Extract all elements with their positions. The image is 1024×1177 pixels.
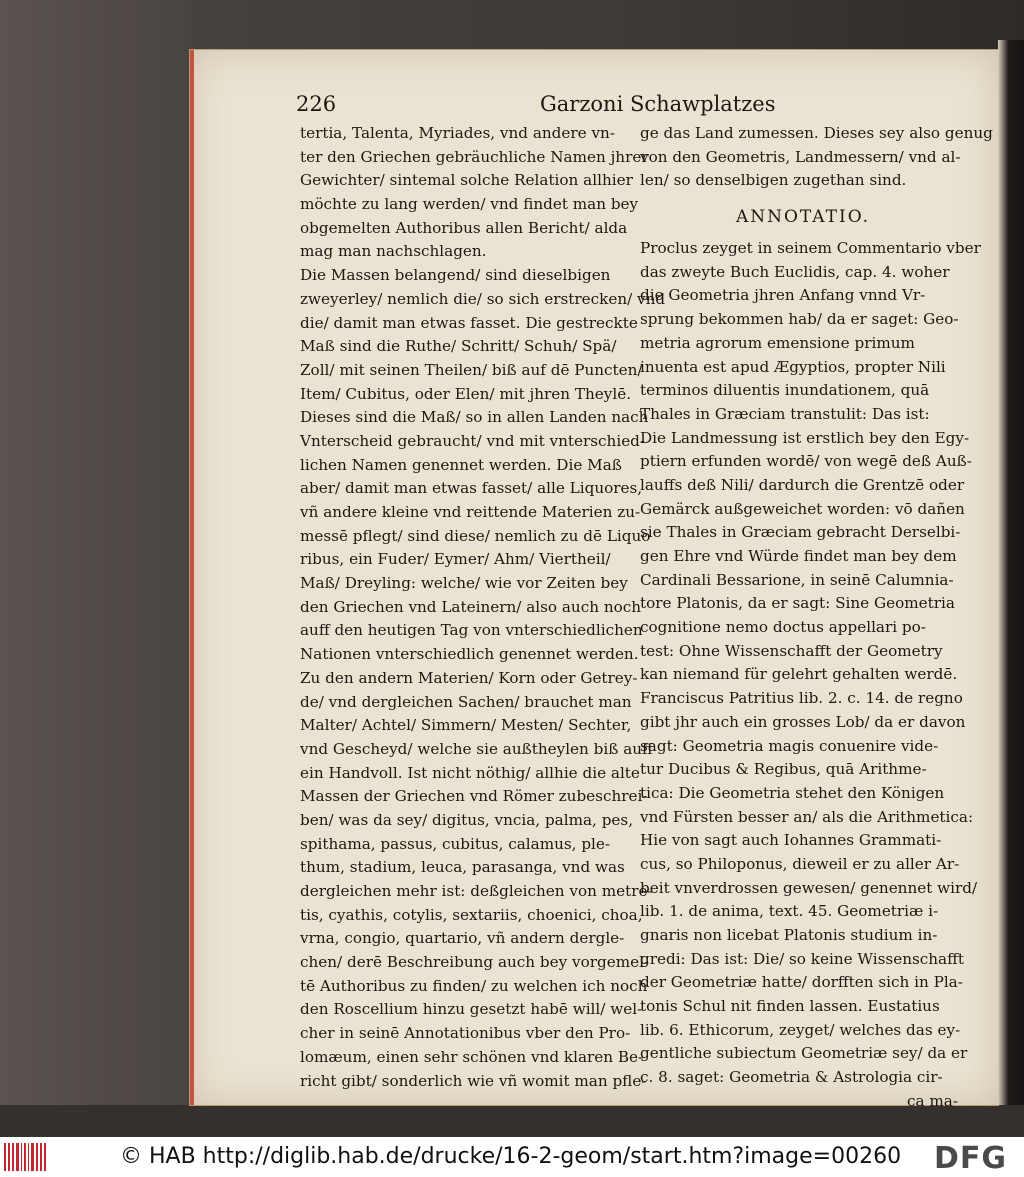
text-line: tica: Die Geometria stehet den Königen [640,783,945,802]
barcode-bar [36,1143,38,1171]
text-line: ben/ was da sey/ digitus, vncia, palma, pes, [300,810,634,829]
text-line: ein Handvoll. Ist nicht nöthig/ allhie die alte [300,763,640,782]
text-line: lichen Namen genennet werden. Die Maß [300,455,622,474]
text-line: spithama, passus, cubitus, calamus, ple- [300,834,611,853]
text-line: gnaris non licebat Platonis studium in- [640,926,938,944]
text-line: thum, stadium, leuca, parasanga, vnd was [300,858,625,877]
text-line: ter den Griechen gebräuchliche Namen jhrer [300,147,649,166]
right-column-top-text [640,122,993,193]
text-line: len/ so denselbigen zugethan sind. [640,171,907,190]
text-line: richt gibt/ sonderlich wie vñ womit man pfle- [300,1071,647,1090]
text-line: gen Ehre vnd Würde findet man bey dem [640,547,957,565]
page-number: 226 [296,92,337,116]
text-line: beit vnverdrossen gewesen/ genennet wird/ [640,878,978,897]
text-line: kan niemand für gelehrt gehalten werdē. [640,665,958,684]
text-line: ptiern erfunden wordē/ von wegē deß Auß- [640,452,972,471]
text-line: tore Platonis, da er sagt: Sine Geometria [640,594,955,613]
page-right-shadow [998,40,1024,1105]
text-line: Gewichter/ sintemal solche Relation allhier [300,171,633,190]
text-line: aber/ damit man etwas fasset/ alle Liquores, [300,479,643,498]
text-line: chen/ derē Beschreibung auch bey vorgemel- [300,953,650,972]
text-line: das zweyte Buch Euclidis, cap. 4. woher [640,262,950,281]
text-line: tē Authoribus zu finden/ zu welchen ich noch [300,976,648,995]
text-line: obgemelten Authoribus allen Bericht/ alda [300,218,628,237]
text-line: die Geometria jhren Anfang vnnd Vr- [640,286,926,305]
barcode-bar [12,1143,14,1171]
text-line: sie Thales in Græciam gebracht Derselbi- [640,523,961,542]
text-line: Cardinali Bessarione, in seinē Calumnia- [640,570,954,589]
text-line: Malter/ Achtel/ Simmern/ Mesten/ Sechter, [300,716,632,735]
text-line: Vnterscheid gebraucht/ vnd mit vnterschied- [300,431,646,450]
text-line: lib. 1. de anima, text. 45. Geometriæ i- [640,902,939,921]
left-text-column [300,122,666,1093]
text-line: Hie von sagt auch Iohannes Grammati- [640,831,942,850]
text-line: lib. 6. Ethicorum, zeyget/ welches das ey- [640,1020,961,1039]
text-line: Thales in Græciam transtulit: Das ist: [640,404,930,423]
barcode-bar [44,1143,46,1171]
text-line: sprung bekommen hab/ da er saget: Geo- [640,310,959,329]
text-line: inuenta est apud Ægyptios, propter Nili [640,357,946,376]
text-line: tonis Schul nit finden lassen. Eustatius [640,997,940,1016]
text-line: Die Landmessung ist erstlich bey den Egy- [640,428,970,447]
footer-source-link[interactable]: © HAB http://diglib.hab.de/drucke/16-2-geom/start.htm?image=00260 [120,1144,902,1169]
page-header [296,92,976,122]
dfg-logo: DFG [934,1141,1008,1176]
text-line: vnd Fürsten besser an/ als die Arithmetica: [640,807,974,826]
text-line: gredi: Das ist: Die/ so keine Wissenschafft [640,949,965,968]
hab-barcode-icon [4,1143,46,1171]
text-line: Maß sind die Ruthe/ Schritt/ Schuh/ Spä/ [300,337,617,356]
text-line: de/ vnd dergleichen Sachen/ brauchet man [300,692,632,711]
barcode-bar [24,1143,26,1171]
text-line: den Griechen vnd Lateinern/ also auch noch [300,597,642,616]
text-line: sagt: Geometria magis conuenire vide- [640,736,939,755]
text-line: die/ damit man etwas fasset. Die gestreckte [300,313,638,332]
text-line: den Roscellium hinzu gesetzt habē will/ wel- [300,1000,643,1019]
right-text-column [640,122,993,1114]
text-line: cher in seinē Annotationibus vber den Pro- [300,1024,631,1043]
text-line: Franciscus Patritius lib. 2. c. 14. de regno [640,689,963,708]
barcode-bar [16,1143,18,1171]
right-column-annotation-text [640,237,981,1090]
text-line: cognitione nemo doctus appellari po- [640,618,926,637]
text-line: dergleichen mehr ist: deßgleichen von metre- [300,882,653,900]
text-line: von den Geometris, Landmessern/ vnd al- [640,147,961,166]
text-line: Gemärck außgeweichet worden: vō dañen [640,499,965,518]
text-line: vnd Gescheyd/ welche sie außtheylen biß auff [300,739,653,758]
barcode-bar [8,1143,9,1171]
text-line: vrna, congio, quartario, vñ andern dergle- [300,929,625,948]
catchword: ca ma- [907,1091,958,1110]
text-line: Maß/ Dreyling: welche/ wie vor Zeiten bey [300,574,628,593]
text-line: metria agrorum emensione primum [640,333,915,352]
text-line: tur Ducibus & Regibus, quā Arithme- [640,760,927,779]
text-line: Die Massen belangend/ sind dieselbigen [300,266,611,285]
footer-bar [0,1137,1024,1177]
text-line: test: Ohne Wissenschafft der Geometry [640,641,943,660]
text-line: vñ andere kleine vnd reittende Materien zu- [300,503,641,521]
text-line: lauffs deß Nili/ dardurch die Grentzē oder [640,475,965,494]
text-line: mag man nachschlagen. [300,242,487,261]
text-line: tertia, Talenta, Myriades, vnd andere vn- [300,124,615,142]
barcode-bar [40,1143,41,1171]
barcode-bar [31,1143,33,1171]
text-line: Proclus zeyget in seinem Commentario vber [640,239,981,258]
text-line: terminos diluentis inundationem, quā [640,381,930,400]
text-line: Massen der Griechen vnd Römer zubeschrei- [300,787,648,806]
text-line: der Geometriæ hatte/ dorfften sich in Pla- [640,973,963,992]
text-line: Zu den andern Materien/ Korn oder Getrey- [300,668,638,687]
text-line: ribus, ein Fuder/ Eymer/ Ahm/ Viertheil/ [300,550,611,569]
barcode-bar [4,1143,6,1171]
text-line: tis, cyathis, cotylis, sextariis, choenici, choa, [300,905,643,924]
text-line: auff den heutigen Tag von vnterschiedlichen [300,621,643,640]
barcode-bar [21,1143,22,1171]
text-line: c. 8. saget: Geometria & Astrologia cir- [640,1068,943,1087]
text-line: gentliche subiectum Geometriæ sey/ da er [640,1044,968,1063]
text-line: ge das Land zumessen. Dieses sey also genug [640,124,993,142]
text-line: zweyerley/ nemlich die/ so sich erstrecken/ vnd [300,289,666,308]
barcode-bar [28,1143,29,1171]
text-line: lomæum, einen sehr schönen vnd klaren Be- [300,1047,644,1066]
text-line: möchte zu lang werden/ vnd findet man bey [300,195,639,214]
text-line: cus, so Philoponus, dieweil er zu aller Ar- [640,854,960,873]
book-cover-left [0,0,190,1137]
annotatio-heading: ANNOTATIO. [735,207,871,228]
text-line: Item/ Cubitus, oder Elen/ mit jhren Theylē. [300,384,632,403]
text-line: gibt jhr auch ein grosses Lob/ da er davon [640,712,966,731]
text-line: Nationen vnterschiedlich genennet werden. [300,645,639,664]
text-line: Dieses sind die Maß/ so in allen Landen nach [300,408,649,427]
running-title: Garzoni Schawplatzes [540,92,776,116]
page-red-edge [190,50,194,1105]
text-line: messē pflegt/ sind diese/ nemlich zu dē Liquo [300,526,651,545]
text-line: Zoll/ mit seinen Theilen/ biß auf dē Puncten/ [300,360,643,379]
